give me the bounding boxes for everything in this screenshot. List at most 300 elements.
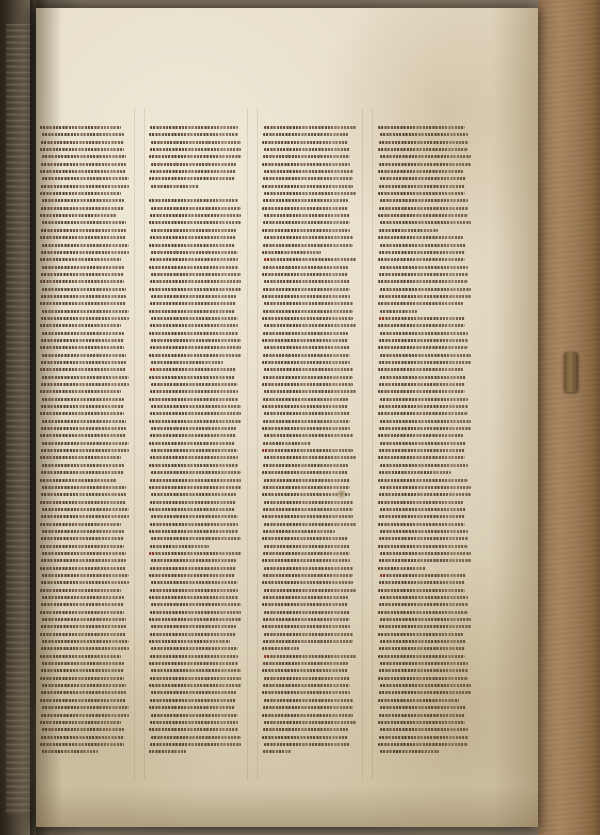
script-line [41, 185, 129, 188]
script-line [379, 295, 471, 298]
script-line [263, 177, 353, 180]
script-line [262, 361, 350, 364]
script-line [40, 721, 121, 724]
script-line [262, 339, 348, 342]
script-line [262, 714, 353, 717]
script-line [264, 611, 350, 614]
script-line [378, 170, 463, 173]
fore-edge-clasp [564, 352, 578, 392]
script-line [149, 464, 238, 467]
script-line [151, 669, 241, 672]
script-line [262, 163, 350, 166]
script-line [262, 405, 348, 408]
script-line [42, 442, 129, 445]
script-line [378, 655, 465, 658]
script-line [151, 449, 238, 452]
script-line [379, 559, 471, 562]
script-line [378, 148, 468, 151]
script-line [263, 354, 350, 357]
script-line [264, 346, 350, 349]
script-line [42, 133, 124, 136]
script-line [378, 633, 463, 636]
script-line [379, 405, 468, 408]
script-line [41, 736, 124, 739]
script-line [264, 148, 350, 151]
script-line [40, 434, 126, 437]
script-line [378, 699, 459, 702]
script-line [149, 618, 241, 621]
script-line [380, 177, 466, 180]
script-line [262, 427, 350, 430]
script-line [263, 266, 348, 269]
script-line [42, 684, 126, 687]
script-line [264, 721, 356, 724]
script-line [264, 699, 353, 702]
script-line [150, 258, 238, 261]
script-line [151, 405, 241, 408]
script-line [40, 611, 124, 614]
script-line [149, 133, 238, 136]
script-line [151, 163, 236, 166]
script-line [151, 493, 236, 496]
script-line [40, 456, 121, 459]
script-line [41, 537, 124, 540]
script-line [149, 177, 235, 180]
script-line [40, 346, 124, 349]
script-line [380, 552, 471, 555]
script-line [380, 442, 466, 445]
script-line [378, 214, 468, 217]
script-line [41, 427, 126, 430]
script-line [263, 618, 350, 621]
script-line [40, 236, 126, 239]
script-line [264, 589, 356, 592]
script-line [149, 706, 235, 709]
script-line [379, 317, 465, 320]
script-line [149, 266, 238, 269]
script-line [263, 199, 348, 202]
script-line [380, 310, 417, 313]
script-line [40, 170, 126, 173]
script-line [264, 677, 350, 680]
script-line [379, 691, 471, 694]
script-line [149, 398, 238, 401]
script-line [150, 567, 236, 570]
script-line [41, 625, 126, 628]
script-line [151, 647, 238, 650]
script-line [262, 383, 353, 386]
script-line [41, 339, 124, 342]
script-line [380, 596, 468, 599]
rubricated-initial [263, 255, 270, 263]
script-line [263, 552, 350, 555]
script-line [380, 508, 466, 511]
script-line [151, 229, 236, 232]
script-line [150, 501, 236, 504]
script-line [150, 390, 238, 393]
script-line [40, 302, 126, 305]
script-line [263, 155, 350, 158]
script-line [379, 537, 468, 540]
script-line [150, 324, 238, 327]
script-line [42, 574, 129, 577]
script-line [380, 684, 471, 687]
script-line [379, 515, 465, 518]
script-line [151, 515, 238, 518]
script-line [150, 302, 236, 305]
script-line [380, 332, 468, 335]
script-line [41, 691, 126, 694]
script-line [264, 324, 356, 327]
script-line [41, 581, 129, 584]
script-line [264, 258, 356, 261]
script-line [378, 192, 465, 195]
script-line [263, 310, 353, 313]
script-line [264, 479, 350, 482]
script-line [264, 633, 353, 636]
script-line [149, 728, 238, 731]
script-line [151, 207, 241, 210]
script-line [263, 288, 350, 291]
script-line [149, 354, 241, 357]
script-line [378, 589, 465, 592]
script-line [41, 449, 129, 452]
script-line [150, 412, 241, 415]
script-line [41, 163, 126, 166]
vellum-leaf [36, 8, 538, 827]
cover-board [538, 0, 600, 835]
script-line [150, 523, 238, 526]
script-line [40, 633, 126, 636]
script-line [378, 479, 468, 482]
script-line [380, 133, 468, 136]
script-line [262, 273, 348, 276]
script-line [378, 743, 468, 746]
script-line [150, 280, 241, 283]
script-line [379, 449, 465, 452]
rubricated-initial [148, 549, 155, 557]
script-line [380, 728, 468, 731]
script-line [41, 493, 126, 496]
script-line [378, 611, 468, 614]
script-line [150, 743, 241, 746]
script-line [151, 361, 223, 364]
script-line [379, 493, 471, 496]
script-line [151, 581, 238, 584]
script-line [150, 655, 238, 658]
script-line [149, 288, 241, 291]
script-line [149, 596, 238, 599]
script-line [42, 706, 129, 709]
script-line [262, 185, 353, 188]
script-line [150, 346, 241, 349]
script-line [262, 515, 353, 518]
script-line [378, 236, 463, 239]
script-line [42, 486, 126, 489]
script-line [41, 207, 124, 210]
script-line [41, 559, 126, 562]
script-line [150, 192, 241, 195]
script-line [42, 354, 126, 357]
script-line [41, 471, 124, 474]
script-line [378, 258, 465, 261]
script-line [263, 640, 353, 643]
script-line [379, 647, 465, 650]
script-line [262, 647, 299, 650]
script-line [380, 354, 471, 357]
script-line [379, 185, 465, 188]
script-line [42, 332, 124, 335]
script-line [40, 589, 121, 592]
script-line [264, 412, 350, 415]
script-line [149, 640, 230, 643]
script-line [379, 163, 471, 166]
script-line [379, 471, 451, 474]
script-line [40, 545, 124, 548]
script-line [151, 185, 199, 188]
script-line [41, 515, 129, 518]
text-column-1 [40, 126, 128, 766]
script-line [151, 427, 236, 430]
script-line [378, 456, 465, 459]
script-line [40, 567, 126, 570]
script-line [379, 229, 438, 232]
script-line [262, 736, 348, 739]
script-line [41, 273, 124, 276]
text-column-4 [378, 126, 470, 766]
script-line [41, 603, 124, 606]
script-line [263, 508, 353, 511]
script-line [378, 545, 468, 548]
script-line [149, 552, 241, 555]
script-line [150, 721, 238, 724]
script-line [42, 464, 124, 467]
script-line [264, 126, 356, 129]
rubricated-initial [149, 365, 156, 373]
script-line [150, 545, 209, 548]
script-line [149, 332, 238, 335]
script-line [42, 662, 124, 665]
script-line [379, 273, 468, 276]
script-line [42, 420, 126, 423]
script-line [149, 376, 235, 379]
script-line [262, 625, 350, 628]
sewn-quires [6, 24, 32, 814]
script-line [263, 398, 348, 401]
script-line [150, 214, 241, 217]
script-line [41, 647, 129, 650]
script-line [379, 603, 468, 606]
script-line [264, 390, 356, 393]
script-line [42, 640, 129, 643]
script-line [40, 214, 117, 217]
script-line [264, 170, 353, 173]
script-line [42, 530, 124, 533]
script-line [41, 229, 126, 232]
script-line [380, 155, 471, 158]
script-line [40, 324, 121, 327]
script-line [262, 317, 353, 320]
script-line [41, 317, 129, 320]
script-line [262, 537, 348, 540]
script-line [262, 229, 350, 232]
script-line [379, 339, 468, 342]
script-line [42, 266, 124, 269]
script-line [42, 508, 129, 511]
script-line [380, 464, 468, 467]
script-line [42, 596, 124, 599]
script-line [151, 603, 241, 606]
script-line [378, 721, 465, 724]
text-block [36, 8, 538, 827]
script-line [379, 736, 468, 739]
script-line [378, 501, 463, 504]
script-line [41, 383, 129, 386]
script-line [380, 376, 466, 379]
script-line [263, 221, 350, 224]
script-line [262, 471, 348, 474]
script-line [378, 126, 465, 129]
script-line [264, 501, 353, 504]
script-line [40, 501, 126, 504]
script-line [42, 288, 126, 291]
script-line [379, 141, 468, 144]
script-line [380, 486, 471, 489]
script-line [40, 368, 126, 371]
script-line [264, 214, 350, 217]
script-line [380, 221, 471, 224]
rubricated-initial [379, 571, 386, 579]
script-line [263, 596, 348, 599]
script-line [151, 383, 238, 386]
script-line [263, 442, 311, 445]
script-line [42, 618, 126, 621]
rubricated-initial [378, 314, 385, 322]
script-line [380, 199, 468, 202]
script-line [380, 244, 466, 247]
script-line [378, 346, 468, 349]
script-line [264, 567, 353, 570]
script-line [262, 581, 353, 584]
script-line [378, 390, 465, 393]
script-line [41, 141, 124, 144]
script-line [262, 251, 321, 254]
script-line [263, 684, 350, 687]
script-line [380, 750, 439, 753]
script-line [40, 192, 121, 195]
script-line [380, 288, 471, 291]
script-line [150, 434, 236, 437]
script-line [263, 376, 353, 379]
script-line [40, 699, 126, 702]
script-line [264, 236, 353, 239]
script-line [40, 523, 121, 526]
script-line [42, 728, 124, 731]
script-line [149, 244, 235, 247]
worm-hole [338, 491, 345, 497]
script-line [151, 537, 241, 540]
script-line [378, 434, 463, 437]
script-line [149, 310, 235, 313]
script-line [149, 221, 241, 224]
script-line [150, 170, 236, 173]
script-line [379, 427, 471, 430]
script-line [378, 368, 463, 371]
script-line [149, 155, 241, 158]
script-line [149, 442, 235, 445]
script-line [263, 133, 348, 136]
script-line [263, 728, 348, 731]
text-column-2 [149, 126, 241, 766]
script-line [379, 361, 471, 364]
script-line [264, 655, 356, 658]
script-line [150, 126, 238, 129]
script-line [41, 714, 129, 717]
script-line [378, 567, 426, 570]
script-line [40, 677, 124, 680]
script-line [40, 390, 121, 393]
script-line [42, 199, 124, 202]
script-line [262, 141, 348, 144]
rubricated-initial [263, 652, 270, 660]
script-line [149, 530, 238, 533]
script-line [151, 471, 241, 474]
script-line [262, 207, 348, 210]
script-line [262, 603, 348, 606]
script-line [150, 236, 236, 239]
script-line [264, 743, 350, 746]
script-line [264, 280, 350, 283]
script-line [263, 420, 350, 423]
text-column-3 [262, 126, 354, 766]
script-line [151, 251, 238, 254]
script-line [262, 559, 350, 562]
script-line [378, 324, 465, 327]
script-line [262, 691, 350, 694]
script-line [40, 743, 124, 746]
script-line [149, 199, 238, 202]
script-line [40, 148, 124, 151]
script-line [149, 750, 186, 753]
script-line [41, 361, 126, 364]
script-line [380, 706, 466, 709]
script-line [40, 126, 121, 129]
script-line [264, 192, 356, 195]
script-line [150, 677, 241, 680]
script-line [380, 398, 468, 401]
script-line [380, 662, 468, 665]
script-line [264, 456, 356, 459]
script-line [42, 750, 98, 753]
script-line [263, 706, 353, 709]
script-line [151, 714, 238, 717]
script-line [151, 559, 236, 562]
script-line [149, 486, 241, 489]
script-line [380, 574, 466, 577]
script-line [41, 251, 129, 254]
script-line [379, 207, 468, 210]
script-line [380, 618, 471, 621]
script-line [263, 464, 348, 467]
script-line [262, 449, 353, 452]
script-line [263, 332, 348, 335]
script-line [264, 523, 356, 526]
rubricated-initial [261, 446, 268, 454]
script-line [264, 545, 350, 548]
script-line [42, 376, 129, 379]
script-line [263, 750, 291, 753]
script-line [380, 266, 468, 269]
